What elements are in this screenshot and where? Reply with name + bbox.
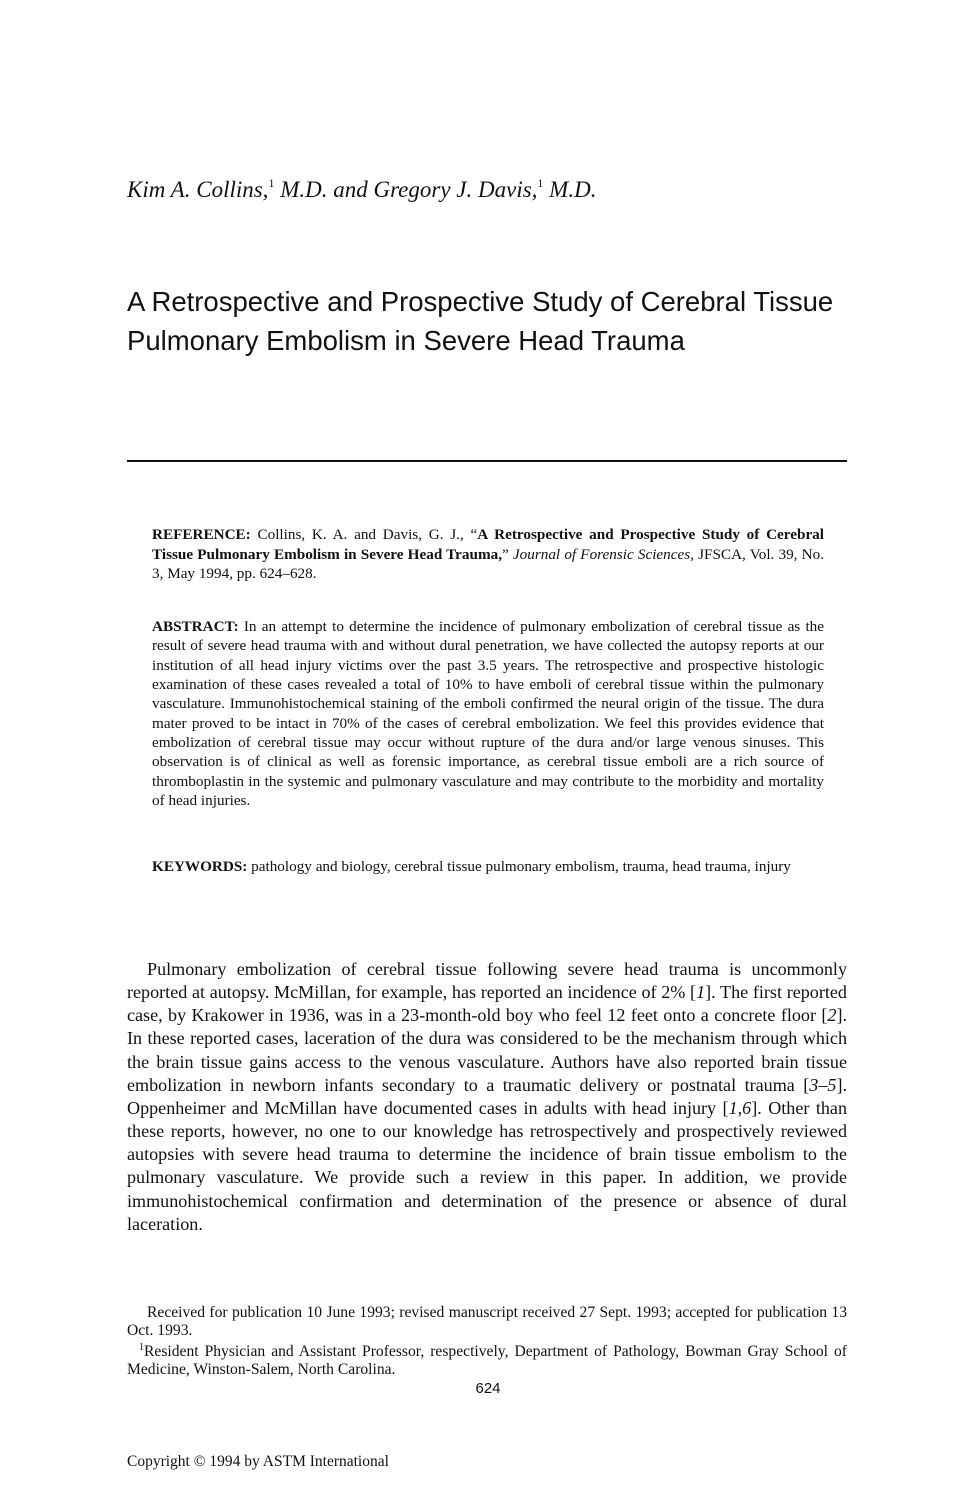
reference-block: [152, 525, 824, 584]
footnotes: [127, 1304, 847, 1378]
title-divider: [127, 460, 847, 462]
copyright-notice: Copyright © 1994 by ASTM International: [127, 1453, 389, 1470]
reference-details: JFSCA, Vol. 39, No. 3, May 1994, pp. 624–628.: [152, 545, 825, 582]
citation-ref: 3–5: [809, 1074, 837, 1095]
reference-title: A Retrospective and Prospective Study of Cerebral Tissue Pulmonary Embolism in Severe Head Trauma,: [152, 526, 824, 563]
author-1-degree: M.D. and: [274, 177, 374, 202]
affiliation-footnote-mark: 1: [139, 1342, 144, 1353]
keywords-label: KEYWORDS:: [152, 858, 248, 875]
affiliation-text: Resident Physician and Assistant Professor, respectively, Department of Pathology, Bowman Gray School of Medicine, Winston-Salem, North Carolina.: [127, 1343, 847, 1378]
reference-close-quote: ”: [502, 545, 513, 563]
body-segment: ]. The first reported case, by Krakower in 1936, was in a 23-month-old boy who feel 12 feet onto a concrete floor [: [127, 982, 847, 1026]
keywords-text: pathology and biology, cerebral tissue pulmonary embolism, trauma, head trauma, injury: [247, 858, 791, 875]
citation-ref: 2: [827, 1005, 837, 1026]
author-2-footnote-mark: 1: [537, 176, 544, 190]
received-footnote: Received for publication 10 June 1993; revised manuscript received 27 Sept. 1993; accepted for publication 13 Oct. 1993.: [127, 1304, 847, 1339]
affiliation-footnote: [127, 1339, 847, 1378]
body-paragraph: [127, 958, 847, 1236]
abstract-label: ABSTRACT:: [152, 618, 239, 635]
reference-label: REFERENCE:: [152, 526, 251, 543]
author-2-degree: M.D.: [543, 177, 597, 202]
page-number: 624: [475, 1380, 501, 1397]
reference-authors: Collins, K. A. and Davis, G. J., “: [250, 526, 478, 543]
body-segment: ]. Other than these reports, however, no one to our knowledge has retrospectively and prospectively reviewed autopsies with severe head trauma to determine the incidence of brain tissue embolism to the pulmonary vasculature. We provide such a review in this paper. In addition, we provide immunohistochemical confirmation and determination of the presence or absence of dural laceration.: [127, 1097, 848, 1234]
keywords-block: [152, 857, 824, 877]
author-line: [127, 176, 596, 203]
citation-ref: 1,6: [728, 1097, 752, 1118]
body-segment: Pulmonary embolization of cerebral tissue following severe head trauma is uncommonly reported at autopsy. McMillan, for example, has reported an incidence of 2% [: [127, 959, 847, 1003]
author-1-footnote-mark: 1: [268, 176, 275, 190]
abstract-text: In an attempt to determine the incidence of pulmonary embolization of cerebral tissue as the result of severe head trauma with and without dural penetration, we have collected the autopsy reports at our institution of all head injury victims over the past 3.5 years. The retrospective and prospective histologic examination of these cases revealed a total of 10% to have emboli of cerebral tissue within the pulmonary vasculature. Immunohistochemical staining of the emboli confirmed the neural origin of the tissue. The dura mater proved to be intact in 70% of the cases of cerebral embolization. We feel this provides evidence that embolization of cerebral tissue may occur without rupture of the dura and/or large venous sinuses. This observation is of clinical as well as forensic importance, as cerebral tissue emboli are a rich source of thromboplastin in the systemic and pulmonary vasculature and may contribute to the morbidity and mortality of head injuries.: [152, 618, 824, 810]
abstract-block: [152, 617, 824, 810]
body-segment: ]. In these reported cases, laceration of the dura was considered to be the mechanism through which the brain tissue gains access to the venous vasculature. Authors have also reported brain tissue embolization in newborn infants secondary to a traumatic delivery or postnatal trauma [: [127, 1005, 847, 1095]
paper-title: A Retrospective and Prospective Study of Cerebral Tissue Pulmonary Embolism in Severe Head Trauma: [127, 286, 834, 356]
author-2-name: Gregory J. Davis,: [373, 177, 538, 202]
reference-journal: Journal of Forensic Sciences,: [512, 545, 694, 563]
author-1-name: Kim A. Collins,: [127, 177, 269, 202]
body-segment: ]. Oppenheimer and McMillan have documented cases in adults with head injury [: [127, 1074, 847, 1118]
citation-ref: 1: [696, 982, 706, 1003]
